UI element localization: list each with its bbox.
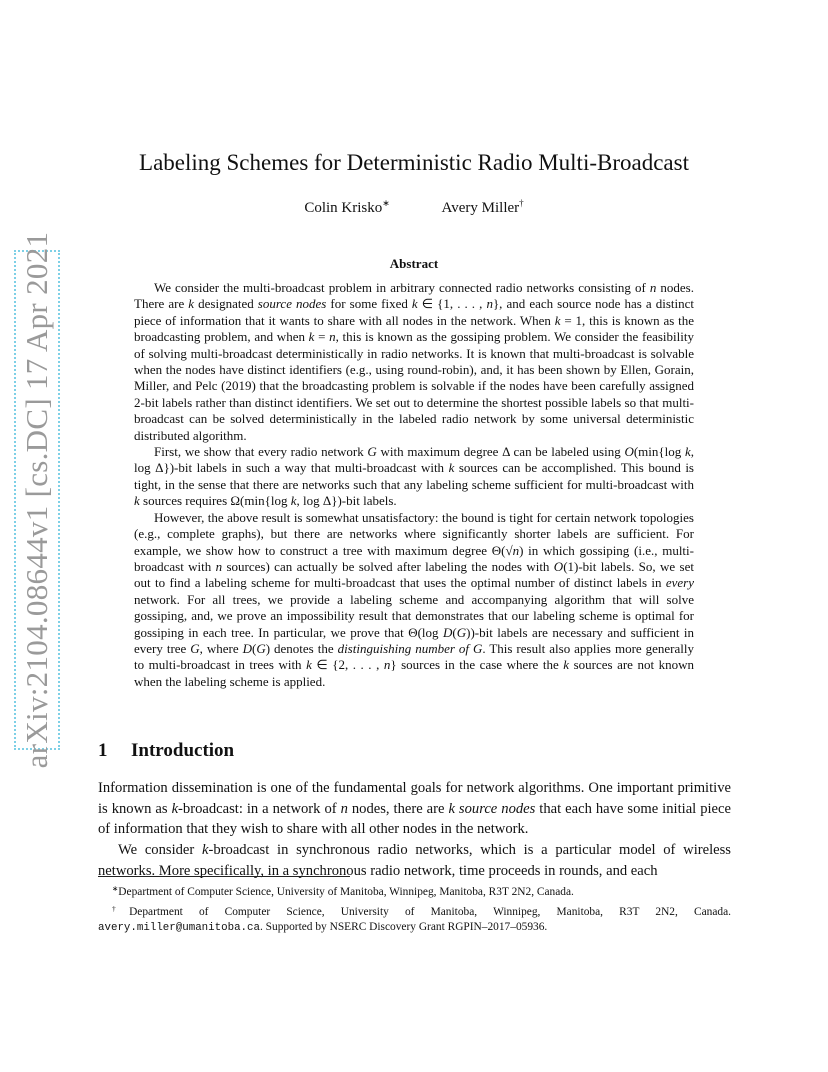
email-address: avery.miller@umanitoba.ca: [98, 922, 260, 934]
text-run: O: [553, 558, 564, 574]
text-run: n: [383, 657, 391, 673]
arxiv-identifier-stamp: [14, 231, 60, 769]
text-run: k: [202, 842, 209, 859]
abstract-paragraph: [134, 510, 694, 690]
section-number: 1: [98, 740, 108, 761]
text-run: G: [456, 624, 467, 640]
text-run: every: [665, 575, 694, 591]
text-run: for some fixed: [326, 296, 412, 312]
text-run: Department of Computer Science, University of Manitoba, Winnipeg, Manitoba, R3T 2N2, Canada.: [118, 886, 574, 898]
abstract-paragraph: [134, 280, 694, 444]
text-run: =: [314, 329, 330, 345]
text-run: Information dissemination is one of the fundamental goals for network algorithms. One important primitive is known as: [98, 780, 731, 817]
text-run: n: [512, 542, 520, 558]
footnote: [98, 881, 731, 901]
footnotes: [98, 881, 731, 937]
text-run: network. For all trees, we provide a labeling scheme and accompanying algorithm that will solve gossiping, and, we prove an impossibility result that demonstrates that our labeling scheme is optimal for gossiping in each tree. In particular, we prove that Θ(log: [134, 591, 694, 640]
text-run: k: [171, 800, 179, 817]
text-run: ) in which gossiping (i.e., multi-broadcast with: [134, 542, 694, 574]
text-run: We consider: [118, 842, 203, 859]
author-name: Avery Miller: [441, 200, 520, 216]
text-run: k: [308, 329, 315, 345]
text-run: n: [486, 296, 493, 312]
text-run: k: [134, 493, 140, 509]
author-footnote-mark: †: [519, 198, 524, 208]
text-run: , log Δ})-bit labels in such a way that multi-broadcast with: [134, 444, 694, 476]
text-run: distinguishing number of G: [337, 640, 483, 656]
text-run: }, and each source node has a distinct piece of information that it wants to share with all nodes in the network. When: [134, 296, 694, 328]
text-run: k: [554, 312, 561, 328]
text-run: nodes, there are: [347, 800, 449, 817]
text-run: (1)-bit labels. So, we set out to find a labeling scheme for multi-broadcast that uses the optimal number of distinct labels in: [134, 558, 694, 591]
text-run: n: [340, 800, 348, 817]
footnote-mark: †: [112, 903, 130, 913]
abstract-paragraph: [134, 444, 694, 510]
text-run: sources) can actually be solved after labeling the nodes with: [222, 558, 554, 574]
text-run: source nodes: [257, 296, 327, 312]
text-run: ∈ {2, . . . ,: [311, 657, 384, 673]
text-run: G: [367, 444, 377, 460]
abstract-heading: Abstract: [389, 256, 439, 271]
body-text: [98, 778, 731, 882]
text-run: = 1, this is known as the broadcasting problem, and when: [134, 312, 694, 345]
text-run: (: [452, 624, 457, 640]
text-run: } sources in the case where the: [390, 657, 564, 673]
text-run: k: [411, 296, 418, 312]
section-title: Introduction: [131, 740, 235, 761]
text-run: sources requires Ω(min{log: [139, 493, 291, 509]
text-run: ∈ {1, . . . ,: [417, 296, 487, 312]
author: [304, 198, 389, 217]
text-run: . This result also applies more generally to multi-broadcast in trees with: [134, 640, 694, 673]
author: [442, 198, 524, 217]
text-run: ) denotes the: [265, 640, 338, 656]
text-run: ))-bit labels are necessary and sufficient in every tree: [134, 624, 695, 656]
abstract-text: [134, 280, 694, 690]
text-run: (min{log: [633, 444, 685, 460]
text-run: However, the above result is somewhat unsatisfactory: the bound is tight for certain network topologies (e.g., complete graphs), but there are networks where significantly shorter labels are sufficient. For example, we show how to construct a tree with maximum degree Θ(√: [134, 509, 694, 558]
text-run: k: [563, 657, 570, 673]
text-run: n: [649, 280, 657, 295]
text-run: . Supported by NSERC Discovery Grant RGPIN–2017–05936.: [259, 921, 548, 933]
arxiv-identifier-text: arXiv:2104.08644v1 [cs.DC] 17 Apr 2021: [19, 231, 54, 769]
text-run: -broadcast in synchronous radio networks, which is a particular model of wireless networks. More specifically, in a synchronous radio network, time proceeds in rounds, and each: [98, 842, 731, 879]
footnote-mark: ∗: [112, 884, 119, 893]
text-run: k: [188, 296, 195, 312]
author-footnote-mark: ∗: [382, 198, 390, 208]
text-run: nodes. There are: [134, 280, 694, 312]
text-run: sources can be accomplished. This bound is tight, in the sense that there are networks such that any labeling scheme sufficient for multi-broadcast with: [134, 460, 694, 492]
footnote: [98, 901, 731, 937]
text-run: G: [256, 640, 266, 656]
text-run: D: [242, 640, 252, 656]
text-run: First, we show that every radio network: [154, 444, 368, 460]
text-run: O: [624, 444, 634, 460]
text-run: k: [684, 444, 691, 460]
text-run: (: [252, 640, 257, 656]
text-run: , this is known as the gossiping problem. We consider the feasibility of solving multi-broadcast deterministically in radio networks. It is known that multi-broadcast is solvable when the nodes have distinct identifiers (e.g., using round-robin), and, it has been shown by Ellen, Gorain, Miller, and Pelc (2019) that the broadcasting problem is solvable if the nodes have been carefully assigned 2-bit labels rather than distinct identifiers. We set out to determine the shortest possible labels so that multi-broadcast can be solved deterministically in the labeled radio network by some universal deterministic distributed algorithm.: [134, 329, 694, 443]
author-list: [0, 198, 828, 217]
author-name: Colin Krisko: [304, 200, 383, 216]
text-run: k source nodes: [448, 800, 536, 817]
text-run: D: [442, 624, 453, 640]
text-run: sources are not known when the labeling scheme is applied.: [134, 657, 694, 689]
text-run: that each have some initial piece of information that they wish to share with all other nodes in the network.: [98, 800, 731, 838]
text-run: -broadcast: in a network of: [178, 800, 341, 817]
text-run: , where: [199, 640, 243, 656]
footnote-rule: [98, 876, 350, 877]
section-heading: [98, 740, 234, 762]
text-run: with maximum degree Δ can be labeled using: [376, 444, 625, 460]
paper-title: Labeling Schemes for Deterministic Radio Multi-Broadcast: [139, 150, 689, 175]
text-run: designated: [194, 296, 258, 312]
text-run: k: [448, 460, 455, 476]
text-run: Department of Computer Science, University of Manitoba, Winnipeg, Manitoba, R3T 2N2, Canada.: [129, 905, 731, 918]
body-paragraph: [98, 778, 731, 840]
text-run: We consider the multi-broadcast problem in arbitrary connected radio networks consisting of: [154, 280, 650, 295]
text-run: k: [306, 657, 312, 673]
text-run: , log Δ})-bit labels.: [296, 493, 397, 509]
text-run: G: [190, 640, 200, 656]
text-run: k: [290, 493, 297, 509]
text-run: n: [329, 329, 336, 345]
text-run: n: [215, 558, 223, 574]
